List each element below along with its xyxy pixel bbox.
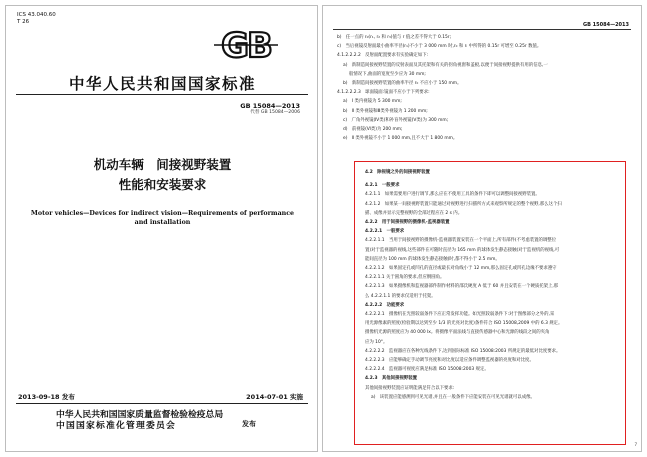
- text-line: 4.2.2.1.3 如果摄像机和监视器部件制作材料的邵氏硬度 A 低于 60 并且安装在一个硬质托架上,那: [365, 284, 559, 290]
- issuer-line1: 中华人民共和国国家质量监督检验检疫总局: [56, 410, 224, 420]
- cover-page: [5, 5, 318, 452]
- section-title: 4.2 除视镜之外的间接视野装置: [365, 170, 430, 175]
- text-line: a) I 类内视镜为 5 300 mm;: [343, 99, 402, 105]
- text-line: b) Ⅱ 类外视镜和Ⅲ类外视镜为 1 200 mm;: [343, 108, 428, 114]
- page-number: 7: [634, 442, 637, 447]
- text-line: 应为 10°。: [365, 339, 388, 345]
- text-line: a) 该装置应能感测到可见光谱,并且在一般条件下应能安装在可见光谱就可以成像。: [371, 394, 535, 400]
- text-line: 4.2.2.2.3 应能够确定手动调节亮度和对比度以适应条件调整监视器的亮度和对比度。: [365, 358, 534, 364]
- issuer-block: [56, 410, 223, 432]
- text-line: c) 当后视镜反射面最小曲率半径(r₁)不小于 3 000 mm 时,r₀ 和 rᵢ 中所得的 0.15r 可增至 0.25r 数值。: [337, 44, 542, 50]
- implement-date: 2014-07-01 实施: [246, 393, 303, 401]
- text-line: 4.2.2.1.1 关于圆角的要求,但应倒圆角。: [365, 275, 445, 281]
- text-line: e) Ⅱ 类外视镜不小于 1 000 mm,且不大于 1 800 mm。: [343, 136, 458, 142]
- text-line: 能间直径为 100 mm 的球体发生静态接触)时,都不得小于 2.5 mm。: [365, 256, 500, 262]
- text-line: b) 新制造间接视野装置的曲率半径 r₀ 不应小于 150 mm。: [343, 81, 462, 87]
- issuer-line2: 中国国家标准化管理委员会: [56, 421, 176, 431]
- text-line: b) 任一点的 r₀(r₁, r₂ 和 r₃)值与 r 值之差不得大于 0.15r;: [337, 35, 452, 40]
- text-line: 4.2.2.1.1 当用于间接视野的摄像机-监视器装置安装在一个平面上,所有部件(不考虑装置的调整位: [365, 238, 557, 244]
- divider-bottom: [16, 403, 308, 404]
- header-code: GB 15084—2013: [583, 22, 629, 28]
- issue-label: 发布: [242, 420, 256, 428]
- standard-code-block: [240, 102, 300, 116]
- highlight-box: [354, 161, 626, 445]
- text-line: 么 4.2.2.1.1 的要求仅适用于托架。: [365, 293, 436, 299]
- text-line: 4.2.2 用于间接视野的摄像机-监视器装置: [365, 220, 450, 226]
- highlight-text-block: [365, 168, 619, 402]
- text-line: 4.2.2.2.4 监视器可视度应满足标准 ISO 15008:2003 规定。: [365, 367, 489, 373]
- divider-top: [16, 94, 308, 95]
- standard-code: GB 15084—2013: [240, 102, 300, 110]
- text-line: 4.2.1.1 如果需要用户进行调节,那么应在不使用工具的条件下即可以调整间接视野装置。: [365, 192, 540, 198]
- text-line: 4.2.2.2.2 监视器应在各种光线条件下,达到国际标准 ISO 15008:2003 所规定的最低对比度要求。: [365, 348, 561, 354]
- text-line: 用光源像素的照度(检验期以达到至少 1/3 的光亮对比度)条件符合 ISO 15008,2009 中的 6.3 规定。: [365, 321, 563, 327]
- text-line: 其他间接视野装置应证明能满足符合以下要求:: [365, 385, 455, 391]
- zh-title-line1: 机动车辆 间接视野装置: [93, 157, 232, 172]
- top-text-block: [337, 33, 631, 143]
- text-line: a) 新制造间接视野装置的反射表面及其托架和有关的拐角视窗和盖板,以便于间接视野提供有用的信息,一: [343, 62, 548, 68]
- text-line: 4.2.2.1 一般要求: [365, 229, 405, 235]
- zh-title-line2: 性能和安装要求: [118, 177, 207, 192]
- ics-line: ICS 43.040.60: [17, 12, 56, 18]
- text-line: 4.2.2.2.1 摄像机在光照较弱条件下应正常发挥功能。如光照较弱条件下:对于图像部分之外的,采: [365, 312, 555, 318]
- class-line: T 26: [17, 19, 30, 25]
- replaces-code: 代替 GB 15084—2006: [250, 110, 300, 115]
- inner-page: [322, 5, 642, 452]
- text-line: 4.2.3 其他间接视野装置: [365, 376, 418, 382]
- national-standard-title: 中华人民共和国国家标准: [68, 74, 256, 93]
- gb-logo: [212, 26, 280, 64]
- text-line: 4.2.1.2 如果某一间接视野装置只能通过对视野进行扫描所方式来观察所规定的整个视野,那么这个扫: [365, 201, 562, 207]
- text-line: 4.1.2.2.2.2 反射面配置要求有实验确定如下:: [337, 53, 429, 59]
- text-line: 描、成像并显示完整视野的全部过程应在 2 s 内。: [365, 210, 463, 216]
- text-line: 4.1.2.2.2.3 球面镜面:镜面不应小于下列要求:: [337, 90, 430, 96]
- text-line: c) 广角外视镜(Ⅳ类)和补盲外视镜(Ⅴ类)为 300 mm;: [343, 117, 449, 123]
- text-line: 般情况下,曲面的宽度至少应为 30 mm;: [349, 71, 426, 77]
- text-line: d) 前视镜(Ⅵ类)为 200 mm;: [343, 127, 403, 133]
- header-rule: [333, 29, 631, 30]
- ics-classification: [17, 12, 56, 26]
- text-line: 4.2.2.2 功能要求: [365, 302, 405, 308]
- text-line: 置)对于监视器的视线,这些部件在可随时直径为 165 mm 的球体发生静态接触(对于监视机的视线,可: [365, 247, 560, 253]
- text-line: 4.2.1 一般要求: [365, 183, 400, 189]
- publish-date: 2013-09-18 发布: [18, 393, 75, 401]
- en-title: Motor vehicles—Devices for indirect vision—Requirements of performance and installation: [30, 210, 295, 226]
- text-line: 4.2.2.1.2 如果固定孔或凹孔的直径或最长对角线小于 12 mm,那么固定孔或凹孔边缘不要求遵守: [365, 266, 557, 272]
- text-line: 摄像机光源的照度应为 40 000 lx。将摄像平面法线与直接传感器中心和光源的线段之间的夹角: [365, 330, 550, 336]
- gb-logo-text: GB: [221, 26, 271, 64]
